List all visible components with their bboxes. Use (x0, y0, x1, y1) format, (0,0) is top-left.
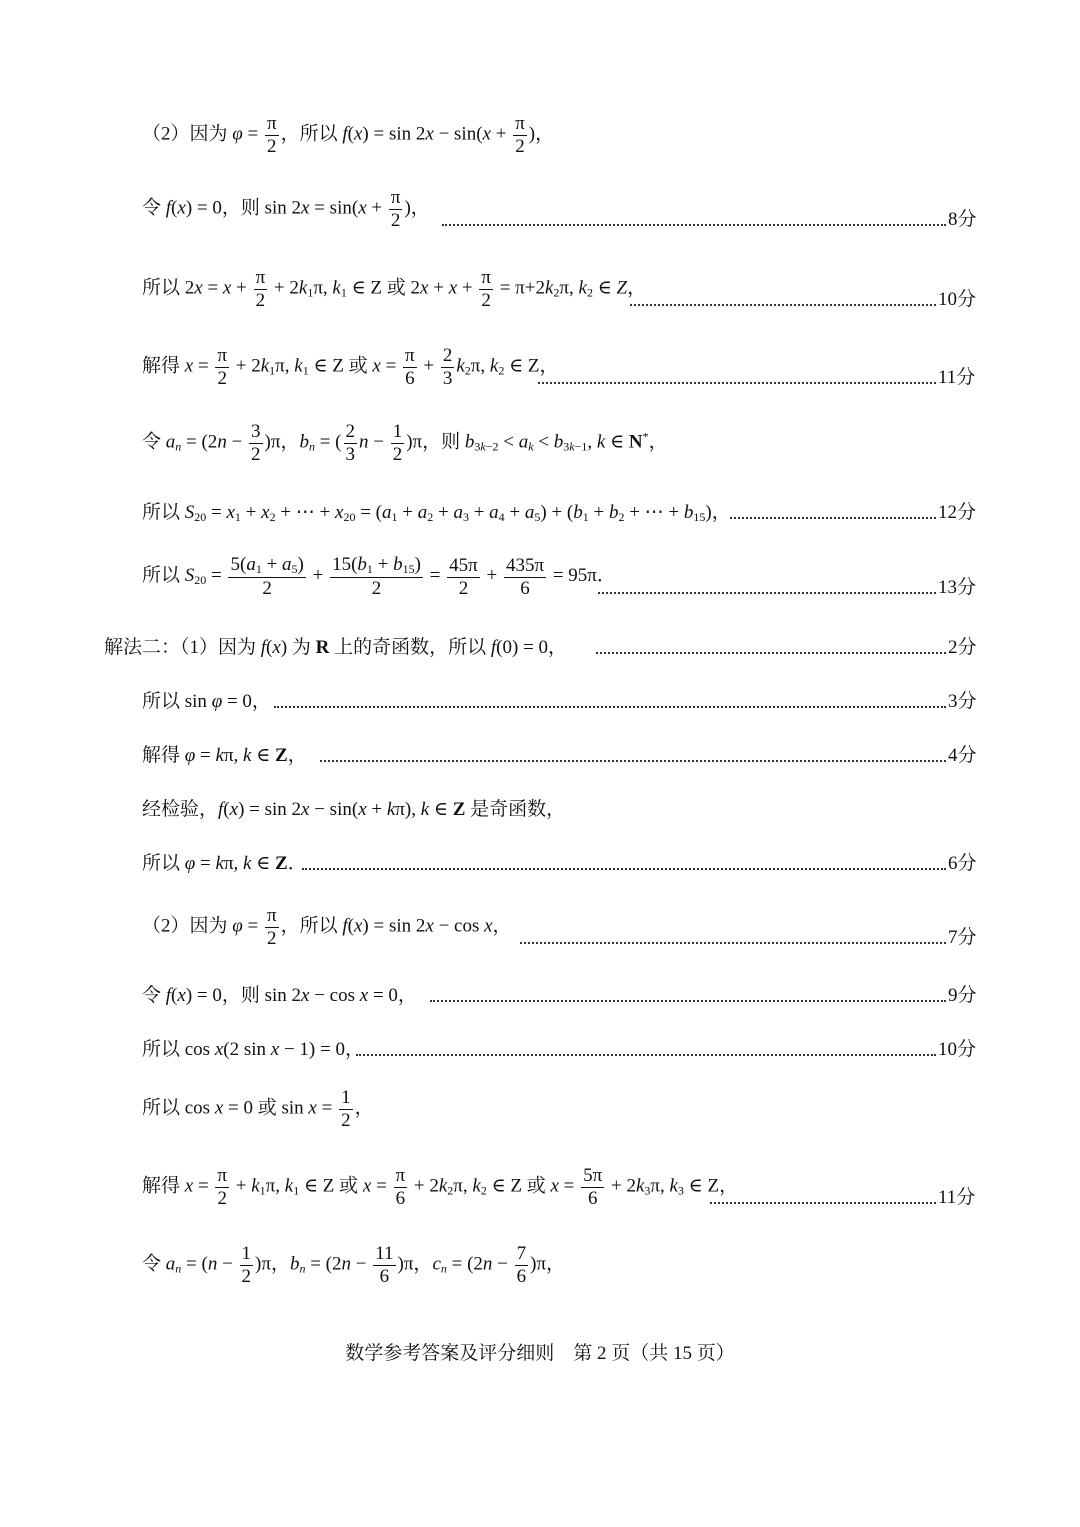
score-label: 11分 (938, 367, 976, 389)
line-content: 令 $a_n = (2n$ − $\frac{3}{2}$ )π，$b_n$ = ( $\frac{2}{3}$ n − $\frac{1}{2}$ )π，则 $b_{3k-2} < a_k < b_{3k-1}$, k ∈ N*， (142, 421, 668, 466)
line-content: 令 $a_n = (n$ − $\frac{1}{2}$ )π，$b_n = (2n$ − $\frac{11}{6}$ )π，$c_n = (2n$ − $\frac{7}{6}$ )π， (142, 1243, 566, 1288)
score-label: 7分 (948, 927, 977, 949)
line-10 (0, 708, 1080, 768)
score-label: 8分 (948, 209, 977, 231)
line-18 (0, 1228, 1080, 1288)
line-content: 解法二：（1）因为 f(x) 为 R 上的奇函数，所以 f(0) = 0， (104, 637, 568, 659)
line-13 (0, 890, 1080, 950)
line-content: （2）因为 φ = $\frac{\pi}{2}$ ，所以 f(x) = sin 2x − cos x， (142, 905, 512, 950)
leader-dots (598, 592, 936, 594)
score-label: 3分 (948, 691, 977, 713)
line-content: 所以 cos x = 0 或 sin x = $\frac{1}{2}$ ， (142, 1087, 374, 1132)
line-1 (0, 98, 1080, 158)
line-content: 所以 φ = kπ, k ∈ Z． (142, 853, 307, 875)
line-content: 所以 cos x(2 sin x − 1) = 0， (142, 1039, 364, 1061)
score-label: 2分 (948, 637, 977, 659)
line-15 (0, 1002, 1080, 1062)
score-label: 13分 (938, 577, 977, 599)
leader-dots (630, 304, 936, 306)
line-8 (0, 600, 1080, 660)
line-content: 令 f(x) = 0，则 sin 2x − cos x = 0， (142, 985, 417, 1007)
leader-dots (710, 1202, 936, 1204)
line-7 (0, 540, 1080, 600)
score-label: 6分 (948, 853, 977, 875)
score-label: 12分 (938, 502, 977, 524)
leader-dots (730, 517, 936, 519)
line-content: 所以 $S_{20} = x_1 + x_2$ + ⋯ + $x_{20} = (a_1 + a_2 + a_3 + a_4 + a_5) + (b_1 + b_2$ + ⋯ + $b_{15}$)， (142, 502, 731, 525)
leader-dots (520, 942, 946, 944)
page-footer: 数学参考答案及评分细则 第 2 页（共 15 页） (345, 1343, 735, 1364)
line-content: 所以 $S_{20}$ = $\frac{5(a_1 + a_5)}{2}$ + $\frac{15(b_1 + b_{15})}{2}$ = $\frac{45\pi}{2}$ + $\frac{435\pi}{6}$ = 95π． (142, 554, 616, 600)
line-16 (0, 1072, 1080, 1132)
score-label: 4分 (948, 745, 977, 767)
score-label: 10分 (938, 1039, 977, 1061)
score-label: 11分 (938, 1187, 976, 1209)
line-5 (0, 406, 1080, 466)
score-label: 10分 (938, 289, 977, 311)
line-17 (0, 1150, 1080, 1210)
line-11 (0, 762, 1080, 822)
line-4 (0, 330, 1080, 390)
line-9 (0, 654, 1080, 714)
line-content: （2）因为 φ = $\frac{\pi}{2}$ ，所以 f(x) = sin 2x − sin(x + $\frac{\pi}{2}$ )， (142, 113, 555, 158)
leader-dots (356, 1054, 936, 1056)
leader-dots (302, 868, 946, 870)
leader-dots (538, 382, 936, 384)
line-content: 所以 sin φ = 0， (142, 691, 271, 713)
line-12 (0, 816, 1080, 876)
line-content: 经检验，f(x) = sin 2x − sin(x + kπ), k ∈ Z 是奇函数， (142, 799, 566, 821)
leader-dots (442, 224, 946, 226)
score-label: 9分 (948, 985, 977, 1007)
line-content: 解得 x = $\frac{\pi}{2}$ + $2k_1\pi$, $k_1$ ∈ Z 或 x = $\frac{\pi}{6}$ + $\frac{2}{3}$ $k_2\pi$, $k_2$ ∈ Z， (142, 345, 559, 390)
line-3 (0, 252, 1080, 312)
line-14 (0, 948, 1080, 1008)
line-2 (0, 172, 1080, 232)
line-6 (0, 465, 1080, 525)
line-content: 令 f(x) = 0，则 sin 2x = sin(x + $\frac{\pi}{2}$ )， (142, 187, 430, 232)
line-content: 解得 x = $\frac{\pi}{2}$ + $k_1\pi$, $k_1$ ∈ Z 或 x = $\frac{\pi}{6}$ + $2k_2\pi$, $k_2$ ∈ Z 或 x = $\frac{5\pi}{6}$ + $2k_3\pi$, $k_3$ ∈ Z， (142, 1165, 739, 1210)
line-content: 所以 2x = x + $\frac{\pi}{2}$ + $2k_1\pi$, $k_1$ ∈ Z 或 2x + x + $\frac{\pi}{2}$ = $\pi+2k_2\pi$, $k_2$ ∈ Z， (142, 267, 647, 312)
line-content: 解得 φ = kπ, k ∈ Z， (142, 745, 307, 767)
